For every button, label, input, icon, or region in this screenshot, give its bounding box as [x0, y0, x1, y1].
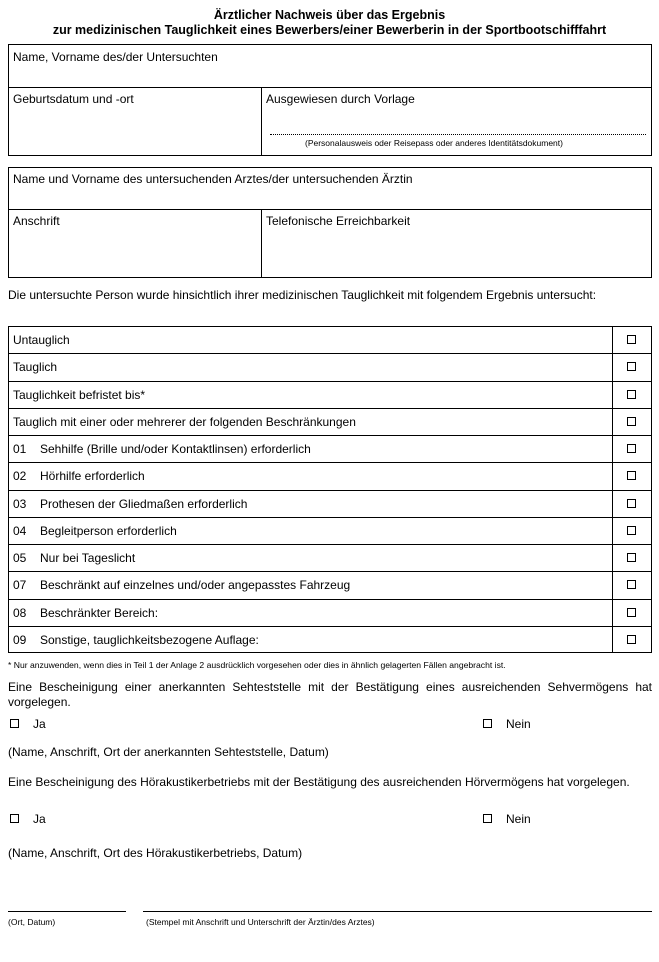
result-row-number: 09	[13, 633, 27, 647]
result-row-label: Prothesen der Gliedmaßen erforderlich	[40, 497, 248, 511]
hearing-yes-checkbox[interactable]	[10, 814, 19, 823]
result-row-number: 04	[13, 524, 27, 538]
result-row-number: 01	[13, 442, 27, 456]
result-row-divider	[8, 381, 652, 382]
result-row-checkbox[interactable]	[627, 635, 636, 644]
sight-yes-checkbox[interactable]	[10, 719, 19, 728]
person-name-field-label: Name, Vorname des/der Untersuchten	[13, 50, 218, 64]
hearing-yes-label: Ja	[33, 812, 46, 826]
person-birth-field-label: Geburtsdatum und -ort	[13, 92, 134, 106]
result-row-divider	[8, 544, 652, 545]
doctor-address-field-label: Anschrift	[13, 214, 60, 228]
result-row-label: Sehhilfe (Brille und/oder Kontaktlinsen) erforderlich	[40, 442, 311, 456]
hearing-no-checkbox[interactable]	[483, 814, 492, 823]
result-row-number: 02	[13, 469, 27, 483]
result-row-divider	[8, 599, 652, 600]
result-row-checkbox[interactable]	[627, 553, 636, 562]
result-row-divider	[8, 435, 652, 436]
result-row-checkbox[interactable]	[627, 526, 636, 535]
result-row-checkbox[interactable]	[627, 390, 636, 399]
person-box-divider	[8, 87, 652, 88]
id-document-hint: (Personalausweis oder Reisepass oder anderes Identitätsdokument)	[305, 138, 563, 148]
result-row-checkbox[interactable]	[627, 417, 636, 426]
result-row-divider	[8, 626, 652, 627]
form-title-line2: zur medizinischen Tauglichkeit eines Bewerbers/einer Bewerberin in der Sportbootschifffahrt	[52, 23, 607, 37]
sight-yes-label: Ja	[33, 717, 46, 731]
result-row-label: Hörhilfe erforderlich	[40, 469, 145, 483]
result-row-checkbox[interactable]	[627, 362, 636, 371]
result-row-checkbox[interactable]	[627, 444, 636, 453]
result-row-label: Beschränkt auf einzelnes und/oder angepasstes Fahrzeug	[40, 578, 351, 592]
doctor-phone-field-label: Telefonische Erreichbarkeit	[266, 214, 411, 228]
stamp-signature-label: (Stempel mit Anschrift und Unterschrift der Ärztin/des Arztes)	[146, 917, 375, 927]
id-document-dotted-line[interactable]	[270, 134, 646, 135]
sight-no-checkbox[interactable]	[483, 719, 492, 728]
person-box-vdivider	[261, 87, 262, 156]
doctor-name-field-label: Name und Vorname des untersuchenden Arztes/der untersuchenden Ärztin	[13, 172, 413, 186]
result-row-checkbox[interactable]	[627, 580, 636, 589]
doctor-box-divider	[8, 209, 652, 210]
sight-no-label: Nein	[506, 717, 531, 731]
doctor-box-vdivider	[261, 209, 262, 278]
form-title-line1: Ärztlicher Nachweis über das Ergebnis	[213, 8, 446, 22]
result-row-divider	[8, 408, 652, 409]
sight-details-label: (Name, Anschrift, Ort der anerkannten Sehteststelle, Datum)	[8, 745, 329, 759]
result-row-number: 07	[13, 578, 27, 592]
result-row-label: Beschränkter Bereich:	[40, 606, 159, 620]
result-row-checkbox[interactable]	[627, 499, 636, 508]
result-row-label: Untauglich	[13, 333, 70, 347]
result-row-number: 03	[13, 497, 27, 511]
result-row-divider	[8, 353, 652, 354]
stamp-signature-line[interactable]	[143, 911, 652, 912]
result-row-label: Nur bei Tageslicht	[40, 551, 136, 565]
result-row-divider	[8, 517, 652, 518]
result-row-number: 08	[13, 606, 27, 620]
result-row-number: 05	[13, 551, 27, 565]
hearing-certificate-text: Eine Bescheinigung des Hörakustikerbetriebs mit der Bestätigung des ausreichenden Hörvermögens hat vorgelegen.	[8, 775, 630, 789]
result-row-label: Begleitperson erforderlich	[40, 524, 177, 538]
place-date-label: (Ort, Datum)	[8, 917, 56, 927]
result-row-divider	[8, 571, 652, 572]
sight-certificate-text: Eine Bescheinigung einer anerkannten Sehteststelle mit der Bestätigung eines ausreichenden Sehvermögens hat vorgelegen.	[8, 680, 652, 709]
hearing-no-label: Nein	[506, 812, 531, 826]
hearing-details-label: (Name, Anschrift, Ort des Hörakustikerbetriebs, Datum)	[8, 846, 303, 860]
result-row-label: Tauglich mit einer oder mehrerer der folgenden Beschränkungen	[13, 415, 356, 429]
footnote: * Nur anzuwenden, wenn dies in Teil 1 der Anlage 2 ausdrücklich vorgesehen oder dies in ähnlich gelagerten Fällen angebracht ist.	[8, 660, 506, 670]
result-row-checkbox[interactable]	[627, 471, 636, 480]
result-row-divider	[8, 462, 652, 463]
result-row-label: Sonstige, tauglichkeitsbezogene Auflage:	[40, 633, 259, 647]
result-row-divider	[8, 490, 652, 491]
place-date-line[interactable]	[8, 911, 126, 912]
person-id-field-label: Ausgewiesen durch Vorlage	[266, 92, 415, 106]
result-row-label: Tauglich	[13, 360, 58, 374]
result-intro-text: Die untersuchte Person wurde hinsichtlich ihrer medizinischen Tauglichkeit mit folgendem Ergebnis untersucht:	[8, 288, 597, 302]
result-row-checkbox[interactable]	[627, 335, 636, 344]
result-row-checkbox[interactable]	[627, 608, 636, 617]
result-row-label: Tauglichkeit befristet bis*	[13, 388, 146, 402]
